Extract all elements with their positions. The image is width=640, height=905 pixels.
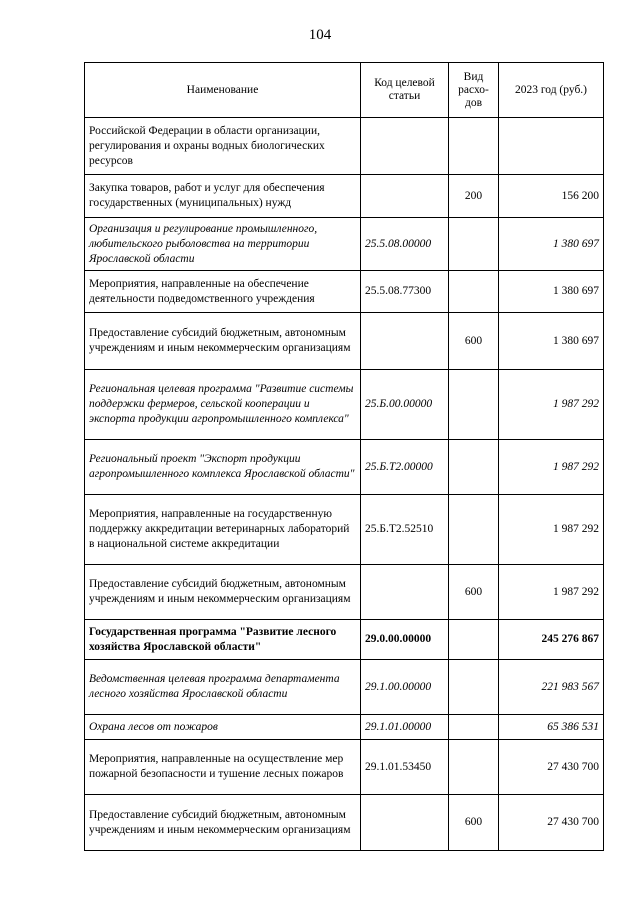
row-sum-cell: 65 386 531 xyxy=(499,715,604,740)
row-name-cell: Закупка товаров, работ и услуг для обеспечения государственных (муниципальных) нужд xyxy=(85,175,361,218)
row-sum-cell: 1 987 292 xyxy=(499,370,604,440)
row-code-cell xyxy=(361,795,449,851)
row-code-cell: 29.1.00.00000 xyxy=(361,660,449,715)
row-kind-cell xyxy=(449,440,499,495)
row-code-cell: 29.0.00.00000 xyxy=(361,620,449,660)
row-code-cell xyxy=(361,118,449,175)
row-name-cell: Мероприятия, направленные на осуществление мер пожарной безопасности и тушение лесных пожаров xyxy=(85,740,361,795)
table-header-row xyxy=(85,63,604,118)
row-sum-cell: 1 987 292 xyxy=(499,440,604,495)
table-row xyxy=(85,660,604,715)
row-code-cell xyxy=(361,175,449,218)
row-kind-cell xyxy=(449,495,499,565)
row-name-cell: Российской Федерации в области организации, регулирования и охраны водных биологических ресурсов xyxy=(85,118,361,175)
row-code-cell: 29.1.01.00000 xyxy=(361,715,449,740)
row-sum-cell: 1 380 697 xyxy=(499,313,604,370)
row-code-cell xyxy=(361,313,449,370)
row-name-cell: Предоставление субсидий бюджетным, автономным учреждениям и иным некоммерческим организациям xyxy=(85,795,361,851)
table-row xyxy=(85,175,604,218)
header-code: Код целевой статьи xyxy=(361,63,449,118)
row-kind-cell: 600 xyxy=(449,795,499,851)
table-row xyxy=(85,440,604,495)
row-sum-cell: 1 987 292 xyxy=(499,565,604,620)
row-code-cell: 25.5.08.00000 xyxy=(361,218,449,271)
row-sum-cell: 1 987 292 xyxy=(499,495,604,565)
table-row xyxy=(85,118,604,175)
row-name-cell: Мероприятия, направленные на государственную поддержку аккредитации ветеринарных лабораторий в национальной системе аккредитации xyxy=(85,495,361,565)
header-sum: 2023 год (руб.) xyxy=(499,63,604,118)
row-sum-cell: 156 200 xyxy=(499,175,604,218)
row-name-cell: Государственная программа "Развитие лесного хозяйства Ярославской области" xyxy=(85,620,361,660)
row-code-cell: 25.Б.Т2.00000 xyxy=(361,440,449,495)
row-kind-cell: 200 xyxy=(449,175,499,218)
row-kind-cell: 600 xyxy=(449,565,499,620)
row-name-cell: Региональная целевая программа "Развитие системы поддержки фермеров, сельской кооперации и экспорта продукции агропромышленного комплекса" xyxy=(85,370,361,440)
row-sum-cell: 27 430 700 xyxy=(499,795,604,851)
page-number: 104 xyxy=(308,27,332,43)
table-row xyxy=(85,565,604,620)
table-row xyxy=(85,740,604,795)
table-row xyxy=(85,795,604,851)
row-kind-cell: 600 xyxy=(449,313,499,370)
table-row xyxy=(85,271,604,313)
row-code-cell: 25.Б.Т2.52510 xyxy=(361,495,449,565)
table-row xyxy=(85,313,604,370)
table-row xyxy=(85,495,604,565)
row-name-cell: Мероприятия, направленные на обеспечение деятельности подведомственного учреждения xyxy=(85,271,361,313)
row-sum-cell: 221 983 567 xyxy=(499,660,604,715)
row-code-cell: 29.1.01.53450 xyxy=(361,740,449,795)
table-row xyxy=(85,218,604,271)
row-name-cell: Предоставление субсидий бюджетным, автономным учреждениям и иным некоммерческим организациям xyxy=(85,565,361,620)
row-kind-cell xyxy=(449,271,499,313)
row-name-cell: Региональный проект "Экспорт продукции агропромышленного комплекса Ярославской области" xyxy=(85,440,361,495)
row-sum-cell: 27 430 700 xyxy=(499,740,604,795)
row-code-cell xyxy=(361,565,449,620)
row-name-cell: Ведомственная целевая программа департамента лесного хозяйства Ярославской области xyxy=(85,660,361,715)
row-name-cell: Организация и регулирование промышленного, любительского рыболовства на территории Ярославской области xyxy=(85,218,361,271)
table-row xyxy=(85,370,604,440)
row-kind-cell xyxy=(449,370,499,440)
table-body xyxy=(85,118,604,851)
row-code-cell: 25.5.08.77300 xyxy=(361,271,449,313)
row-kind-cell xyxy=(449,118,499,175)
table-row xyxy=(85,620,604,660)
row-name-cell: Предоставление субсидий бюджетным, автономным учреждениям и иным некоммерческим организациям xyxy=(85,313,361,370)
row-sum-cell xyxy=(499,118,604,175)
row-kind-cell xyxy=(449,218,499,271)
row-sum-cell: 1 380 697 xyxy=(499,271,604,313)
row-kind-cell xyxy=(449,660,499,715)
header-name: Наименование xyxy=(85,63,361,118)
header-kind: Вид расхо- дов xyxy=(449,63,499,118)
table-row xyxy=(85,715,604,740)
row-sum-cell: 245 276 867 xyxy=(499,620,604,660)
row-name-cell: Охрана лесов от пожаров xyxy=(85,715,361,740)
row-kind-cell xyxy=(449,715,499,740)
row-sum-cell: 1 380 697 xyxy=(499,218,604,271)
row-kind-cell xyxy=(449,740,499,795)
row-code-cell: 25.Б.00.00000 xyxy=(361,370,449,440)
row-kind-cell xyxy=(449,620,499,660)
budget-table xyxy=(84,62,604,851)
